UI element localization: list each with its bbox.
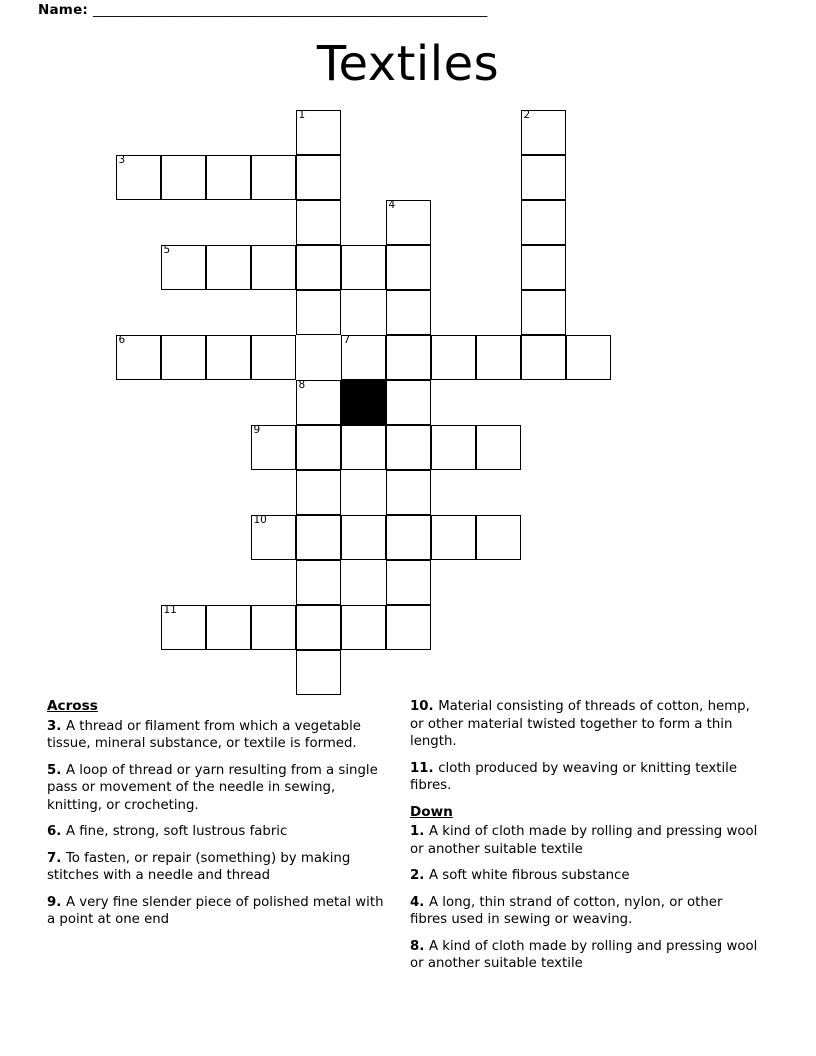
clue-text: Material consisting of threads of cotton, hemp, or other material twisted together to form a thin length. <box>410 699 750 749</box>
grid-cell[interactable] <box>116 335 161 380</box>
grid-cell[interactable] <box>161 335 206 380</box>
clues-column-left <box>47 698 394 938</box>
clue-text: A kind of cloth made by rolling and pressing wool or another suitable textile <box>410 938 758 971</box>
clues-area <box>0 698 816 978</box>
grid-cell[interactable] <box>296 200 341 245</box>
grid-cell[interactable] <box>296 605 341 650</box>
grid-cell[interactable] <box>386 335 431 380</box>
clue-item <box>410 823 762 858</box>
clue-text: cloth produced by weaving or knitting textile fibres. <box>410 760 738 793</box>
grid-cell[interactable] <box>296 245 341 290</box>
grid-cell[interactable] <box>521 200 566 245</box>
grid-cell[interactable] <box>386 380 431 425</box>
clue-text: A thread or filament from which a vegetable tissue, mineral substance, or textile is formed. <box>47 718 361 751</box>
across-heading: Across <box>47 698 98 714</box>
grid-cell[interactable] <box>476 515 521 560</box>
grid-clue-number: 2 <box>523 109 531 121</box>
grid-cell[interactable] <box>296 155 341 200</box>
clue-number: 6. <box>47 824 66 839</box>
clue-item <box>47 823 394 841</box>
grid-cell[interactable] <box>296 290 341 335</box>
grid-clue-number: 3 <box>118 154 126 166</box>
clue-number: 1. <box>410 824 429 839</box>
grid-cell[interactable] <box>431 425 476 470</box>
grid-cell[interactable] <box>296 110 341 155</box>
grid-cell[interactable] <box>296 380 341 425</box>
clue-text: A fine, strong, soft lustrous fabric <box>65 824 288 839</box>
grid-clue-number: 6 <box>118 334 126 346</box>
clue-number: 4. <box>410 894 429 910</box>
grid-cell[interactable] <box>431 335 476 380</box>
page-title: Textiles <box>316 36 500 92</box>
grid-cell[interactable] <box>521 290 566 335</box>
grid-cell-blocked <box>341 380 386 425</box>
grid-cell[interactable] <box>251 605 296 650</box>
grid-cell[interactable] <box>161 155 206 200</box>
grid-cell[interactable] <box>341 515 386 560</box>
clue-text: To fasten, or repair (something) by making stitches with a needle and thread <box>47 850 351 883</box>
grid-cell[interactable] <box>431 515 476 560</box>
grid-cell[interactable] <box>476 425 521 470</box>
clue-number: 9. <box>47 894 66 910</box>
clue-number: 3. <box>47 718 66 734</box>
clue-number: 5. <box>47 762 66 778</box>
clue-number: 10. <box>410 699 439 714</box>
clue-number: 11. <box>410 760 439 776</box>
clue-item <box>410 894 762 929</box>
name-write-line: _______________________________________________________________ <box>92 2 487 18</box>
grid-cell[interactable] <box>296 560 341 605</box>
clue-number: 7. <box>47 850 66 866</box>
grid-cell[interactable] <box>296 515 341 560</box>
grid-cell[interactable] <box>206 155 251 200</box>
grid-cell[interactable] <box>251 425 296 470</box>
grid-cell[interactable] <box>341 605 386 650</box>
grid-cell[interactable] <box>386 245 431 290</box>
grid-cell[interactable] <box>296 470 341 515</box>
grid-cell[interactable] <box>521 335 566 380</box>
grid-cell[interactable] <box>251 155 296 200</box>
clue-text: A long, thin strand of cotton, nylon, or other fibres used in sewing or weaving. <box>410 894 723 927</box>
grid-cell[interactable] <box>251 335 296 380</box>
clue-text: A kind of cloth made by rolling and pressing wool or another suitable textile <box>410 824 758 857</box>
grid-clue-number: 10 <box>253 514 267 526</box>
grid-clue-number: 9 <box>253 424 261 436</box>
clue-item <box>410 867 762 885</box>
clue-number: 8. <box>410 938 429 954</box>
clue-item <box>410 938 762 973</box>
grid-cell[interactable] <box>341 335 386 380</box>
name-label: Name: <box>38 2 89 18</box>
grid-cell[interactable] <box>566 335 611 380</box>
grid-clue-number: 7 <box>343 334 351 346</box>
clue-text: A soft white fibrous substance <box>428 868 630 883</box>
grid-cell[interactable] <box>341 425 386 470</box>
grid-cell[interactable] <box>386 560 431 605</box>
clue-item <box>47 894 394 929</box>
grid-cell[interactable] <box>386 470 431 515</box>
grid-cell[interactable] <box>206 605 251 650</box>
grid-cell[interactable] <box>386 200 431 245</box>
clues-column-right <box>410 698 762 982</box>
grid-cell[interactable] <box>251 515 296 560</box>
grid-clue-number: 11 <box>163 604 177 616</box>
clue-item <box>410 760 762 795</box>
clue-text: A very fine slender piece of polished metal with a point at one end <box>47 894 384 927</box>
grid-clue-number: 4 <box>388 199 396 211</box>
grid-cell[interactable] <box>251 245 296 290</box>
grid-cell[interactable] <box>521 155 566 200</box>
grid-cell[interactable] <box>341 245 386 290</box>
clue-text: A loop of thread or yarn resulting from a single pass or movement of the needle in sewing, knitting, or crocheting. <box>47 762 378 813</box>
grid-clue-number: 5 <box>163 244 171 256</box>
grid-cell[interactable] <box>296 425 341 470</box>
grid-clue-number: 1 <box>298 109 306 121</box>
grid-clue-number: 8 <box>298 379 306 391</box>
grid-cell[interactable] <box>161 605 206 650</box>
grid-cell[interactable] <box>296 650 341 695</box>
down-heading: Down <box>410 803 453 820</box>
grid-cell[interactable] <box>206 245 251 290</box>
grid-cell[interactable] <box>521 245 566 290</box>
clue-item <box>47 718 394 753</box>
clue-item <box>47 850 394 885</box>
grid-cell[interactable] <box>476 335 521 380</box>
clue-item <box>47 762 394 815</box>
grid-cell[interactable] <box>386 605 431 650</box>
grid-cell[interactable] <box>386 290 431 335</box>
grid-cell[interactable] <box>521 110 566 155</box>
grid-cell[interactable] <box>116 155 161 200</box>
grid-cell[interactable] <box>386 425 431 470</box>
grid-cell[interactable] <box>386 515 431 560</box>
clue-number: 2. <box>410 868 429 883</box>
grid-cell[interactable] <box>161 245 206 290</box>
clue-item <box>410 698 762 751</box>
grid-cell[interactable] <box>206 335 251 380</box>
